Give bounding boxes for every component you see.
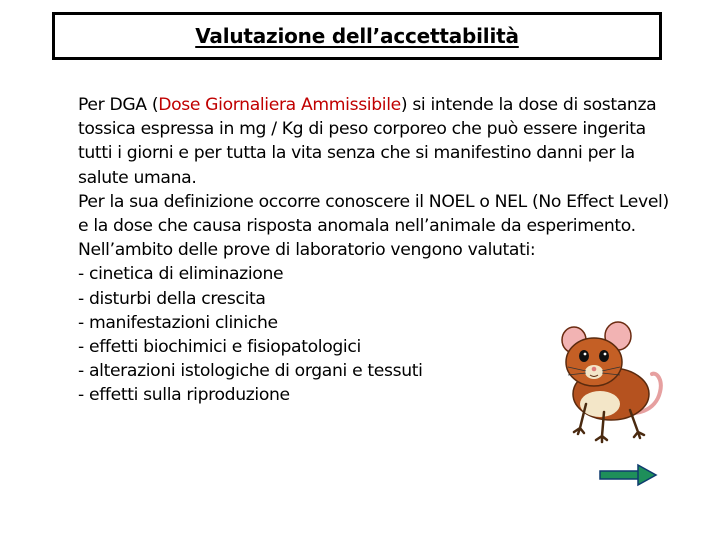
paragraph-dga xyxy=(78,93,678,190)
dga-highlight: Dose Giornaliera Ammissibile xyxy=(158,95,401,115)
paragraph-dga-after: ) si intende la dose di sostanza tossica espressa in mg / Kg di peso corporeo che può essere ingerita tutti i giorni e per tutta la vita senza che si manifestino danni per la salute umana. xyxy=(78,95,657,188)
list-item: - manifestazioni cliniche xyxy=(78,312,278,333)
next-arrow-icon[interactable] xyxy=(598,463,658,487)
page-title: Valutazione dell’accettabilità xyxy=(195,24,519,48)
list-item: - disturbi della crescita xyxy=(78,288,266,309)
rat-icon xyxy=(556,318,668,448)
list-item: - alterazioni istologiche di organi e tessuti xyxy=(78,361,423,382)
list-item: - effetti sulla riproduzione xyxy=(78,385,290,406)
title-box xyxy=(52,12,662,60)
paragraph-noel: Per la sua definizione occorre conoscere il NOEL o NEL (No Effect Level) e la dose che causa risposta anomala nell’animale da esperimento. xyxy=(78,191,669,237)
paragraph-dga-before: Per DGA ( xyxy=(78,95,159,115)
list-item: - cinetica di eliminazione xyxy=(78,264,284,285)
paragraph-prove: Nell’ambito delle prove di laboratorio vengono valutati: xyxy=(78,240,536,261)
list-item: - effetti biochimici e fisiopatologici xyxy=(78,337,361,358)
